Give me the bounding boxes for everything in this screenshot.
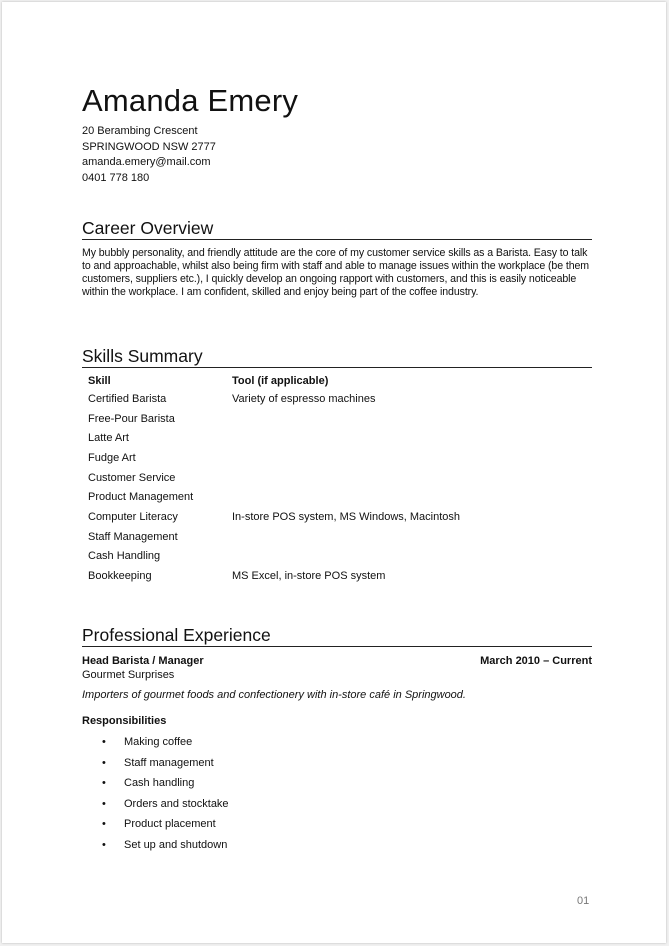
skill-column-header: Skill <box>88 374 111 387</box>
tool-cell <box>232 527 592 547</box>
table-row <box>88 527 592 547</box>
list-item <box>82 796 229 817</box>
tool-cell: MS Excel, in-store POS system <box>232 570 386 583</box>
bullet-icon: • <box>102 838 106 851</box>
table-row <box>88 389 592 409</box>
address-line-1: 20 Berambing Crescent <box>82 125 198 137</box>
tool-cell <box>232 448 592 468</box>
bullet-icon: • <box>102 777 106 789</box>
responsibilities-list <box>82 734 229 857</box>
job-title: Head Barista / Manager <box>82 655 204 667</box>
list-item <box>82 755 229 776</box>
company-name: Gourmet Surprises <box>82 669 175 681</box>
skills-summary-heading: Skills Summary <box>82 345 592 368</box>
professional-experience-heading: Professional Experience <box>82 624 592 647</box>
career-overview-text: My bubbly personality, and friendly attitude are the core of my customer service skills as a Barista. Easy to talk to and approachable, whilst also being firm with staff and able to manage issues within the workplace (be them customers, suppliers etc.), I quickly develop an ongoing rapport with customers, and this is easily noticeable within the workplace. I am confident, skilled and enjoy being part of the coffee industry. <box>82 247 590 298</box>
job-header <box>82 654 592 668</box>
bullet-icon: • <box>102 756 106 769</box>
table-row <box>88 507 592 527</box>
phone-number: 0401 778 180 <box>82 171 150 184</box>
list-item-text: Orders and stocktake <box>124 797 229 810</box>
email-address: amanda.emery@mail.com <box>82 156 211 168</box>
skill-cell: Customer Service <box>88 471 176 484</box>
tool-cell <box>232 428 592 448</box>
bullet-icon: • <box>102 818 106 830</box>
tool-cell: In-store POS system, MS Windows, Macintosh <box>232 510 461 523</box>
tool-cell <box>232 409 592 429</box>
job-dates: March 2010 – Current <box>480 655 592 667</box>
skill-cell: Computer Literacy <box>88 510 178 523</box>
list-item <box>82 837 229 858</box>
skill-cell: Cash Handling <box>88 550 161 563</box>
skill-cell: Latte Art <box>88 432 129 445</box>
tool-cell <box>232 468 592 488</box>
list-item <box>82 734 229 755</box>
table-row <box>88 448 592 468</box>
table-row <box>88 547 592 567</box>
skill-cell: Product Management <box>88 491 194 504</box>
list-item <box>82 816 229 837</box>
table-row <box>88 428 592 448</box>
bullet-icon: • <box>102 797 106 810</box>
skills-table-header <box>88 372 592 389</box>
skill-cell: Fudge Art <box>88 451 136 464</box>
company-description: Importers of gourmet foods and confectionery with in-store café in Springwood. <box>82 689 466 701</box>
tool-cell <box>232 487 592 507</box>
list-item-text: Set up and shutdown <box>124 838 228 851</box>
table-row <box>88 566 592 586</box>
table-row <box>88 468 592 488</box>
list-item <box>82 775 229 796</box>
skills-table <box>88 372 592 586</box>
tool-cell: Variety of espresso machines <box>232 392 376 405</box>
tool-column-header: Tool (if applicable) <box>232 374 329 387</box>
skill-cell: Certified Barista <box>88 392 167 405</box>
skill-cell: Free-Pour Barista <box>88 412 175 425</box>
resume-page <box>2 2 666 943</box>
table-row <box>88 487 592 507</box>
bullet-icon: • <box>102 736 106 748</box>
table-row <box>88 409 592 429</box>
skill-cell: Bookkeeping <box>88 570 152 583</box>
contact-details <box>82 124 216 186</box>
list-item-text: Cash handling <box>124 777 195 789</box>
career-overview-heading: Career Overview <box>82 217 592 240</box>
address-line-2: SPRINGWOOD NSW 2777 <box>82 140 216 153</box>
tool-cell <box>232 547 592 567</box>
responsibilities-heading: Responsibilities <box>82 715 167 727</box>
page-number: 01 <box>577 895 590 907</box>
list-item-text: Staff management <box>124 756 214 769</box>
skill-cell: Staff Management <box>88 530 178 543</box>
list-item-text: Making coffee <box>124 736 193 748</box>
list-item-text: Product placement <box>124 818 216 830</box>
applicant-name: Amanda Emery <box>82 83 299 118</box>
